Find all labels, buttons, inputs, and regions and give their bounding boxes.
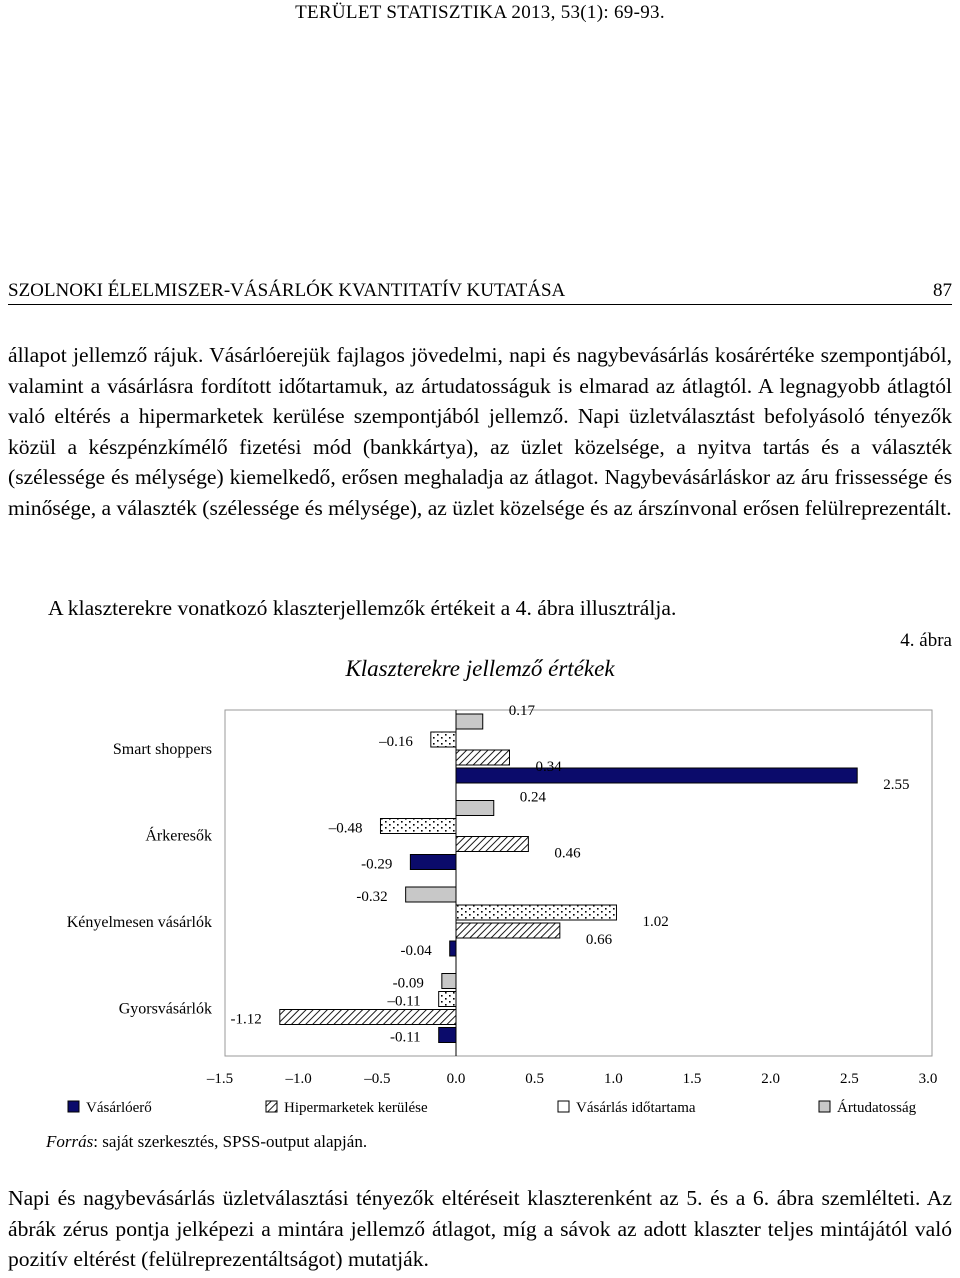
bar-vasarlas-idotartama-kenyelmesen-vasarlok xyxy=(456,905,616,920)
data-label-vasarloero-smart-shoppers: 2.55 xyxy=(883,777,910,793)
x-tick-label: –1.0 xyxy=(285,1071,312,1087)
x-tick-label: 0.5 xyxy=(525,1071,545,1087)
legend-label-hipermarketek-kerulese: Hipermarketek kerülése xyxy=(284,1100,428,1116)
body-paragraph-1: állapot jellemző rájuk. Vásárlóerejük fajlagos jövedelmi, napi és nagybevásárlás kosárértéke szempontjából, valamint a vásárlásra fordított időtartamuk, az ártudatosságuk is elmarad az átlagtól. A legnagyobb átlagtól való eltérés a hipermarketek kerülése szempontjából jellemző. Napi üzletválasztást befolyásoló tényezők közül a készpénzkímélő fizetési mód (bankkártya), az üzlet közelsége, a nyitva tartás és a választék (szélessége és mélysége) kiemelkedő, erősen meghaladja az átlagot. Nagybevásárláskor az áru frissessége és minősége, a választék (szélessége és mélysége), az üzlet közelsége és az árszínvonal erősen felülreprezentált. xyxy=(8,343,952,520)
legend-label-artudatossag: Ártudatosság xyxy=(837,1100,917,1116)
running-head xyxy=(8,280,952,305)
figure-title xyxy=(0,656,960,682)
data-label-artudatossag-gyorsvasarlok: -0.09 xyxy=(392,975,424,992)
x-tick-label: 2.0 xyxy=(761,1071,781,1087)
x-tick-label: –1.5 xyxy=(206,1071,234,1087)
bar-hipermarketek-kerulese-arkeresok xyxy=(456,837,528,852)
data-label-artudatossag-arkeresok: 0.24 xyxy=(519,789,547,806)
x-tick-label: 0.0 xyxy=(446,1071,466,1087)
bar-vasarloero-kenyelmesen-vasarlok xyxy=(450,941,456,956)
bar-hipermarketek-kerulese-gyorsvasarlok xyxy=(280,1010,456,1025)
legend-swatch-vasarloero xyxy=(68,1101,79,1112)
category-label-smart-shoppers: Smart shoppers xyxy=(112,741,212,758)
data-label-artudatossag-smart-shoppers: 0.17 xyxy=(508,703,535,719)
category-label-arkeresok: Árkeresők xyxy=(145,827,212,845)
page-number: 87 xyxy=(933,280,952,301)
plot-area-frame xyxy=(225,710,932,1056)
data-label-vasarlas-idotartama-kenyelmesen-vasarlok: 1.02 xyxy=(642,914,669,930)
bar-artudatossag-gyorsvasarlok xyxy=(442,974,456,989)
figure-source xyxy=(46,1132,367,1152)
data-label-vasarloero-kenyelmesen-vasarlok: -0.04 xyxy=(400,943,432,959)
x-tick-label: 2.5 xyxy=(839,1071,859,1087)
figure-title-text: Klaszterekre jellemző értékek xyxy=(345,656,615,681)
data-label-vasarlas-idotartama-arkeresok: –0.48 xyxy=(328,820,363,837)
data-label-hipermarketek-kerulese-smart-shoppers: 0.34 xyxy=(535,759,562,775)
bar-hipermarketek-kerulese-smart-shoppers xyxy=(456,750,509,765)
bar-hipermarketek-kerulese-kenyelmesen-vasarlok xyxy=(456,923,560,938)
bar-artudatossag-arkeresok xyxy=(456,801,494,816)
data-label-vasarloero-arkeresok: -0.29 xyxy=(361,856,393,873)
legend-swatch-vasarlas-idotartama xyxy=(558,1101,569,1112)
bar-vasarlas-idotartama-gyorsvasarlok xyxy=(439,992,456,1007)
bar-vasarlas-idotartama-smart-shoppers xyxy=(431,732,456,747)
data-label-vasarlas-idotartama-smart-shoppers: –0.16 xyxy=(379,734,413,750)
bar-artudatossag-kenyelmesen-vasarlok xyxy=(406,887,456,902)
bar-artudatossag-smart-shoppers xyxy=(456,714,483,729)
data-label-vasarloero-gyorsvasarlok: -0.11 xyxy=(389,1029,421,1046)
cluster-bar-chart xyxy=(0,700,960,1130)
legend-label-vasarloero: Vásárlóerő xyxy=(86,1100,152,1116)
x-tick-label: –0.5 xyxy=(364,1071,391,1087)
journal-citation: TERÜLET STATISZTIKA 2013, 53(1): 69-93. xyxy=(295,2,665,23)
figure-number: 4. ábra xyxy=(900,630,952,651)
x-tick-label: 3.0 xyxy=(918,1071,938,1087)
bar-vasarloero-smart-shoppers xyxy=(456,768,857,783)
legend-swatch-hipermarketek-kerulese xyxy=(266,1101,277,1112)
bar-vasarlas-idotartama-arkeresok xyxy=(380,819,456,834)
legend-label-vasarlas-idotartama: Vásárlás időtartama xyxy=(576,1100,696,1116)
data-label-hipermarketek-kerulese-kenyelmesen-vasarlok: 0.66 xyxy=(585,932,613,948)
data-label-artudatossag-kenyelmesen-vasarlok: -0.32 xyxy=(356,889,388,905)
legend-swatch-artudatossag xyxy=(819,1101,830,1112)
bar-vasarloero-arkeresok xyxy=(410,855,456,870)
data-label-hipermarketek-kerulese-gyorsvasarlok: -1.12 xyxy=(230,1011,262,1028)
body-paragraph-3: Napi és nagybevásárlás üzletválasztási tényezők eltéréseit klaszterenként az 5. és a 6. ábra szemlélteti. Az ábrák zérus pontja jelképezi a mintára jellemző átlagot, míg a sávok az adott klaszter teljes mintájától való pozitív eltérést (felülreprezentáltságot) mutatják. xyxy=(8,1186,952,1272)
source-text: : saját szerkesztés, SPSS-output alapján. xyxy=(93,1132,368,1151)
category-label-gyorsvasarlok: Gyorsvásárlók xyxy=(118,1000,212,1018)
x-tick-label: 1.0 xyxy=(603,1071,623,1087)
body-paragraph-2: A klaszterekre vonatkozó klaszterjellemzők értékeit a 4. ábra illusztrálja. xyxy=(48,596,677,620)
running-title: SZOLNOKI ÉLELMISZER-VÁSÁRLÓK KVANTITATÍV KUTATÁSA xyxy=(8,280,566,301)
bar-vasarloero-gyorsvasarlok xyxy=(439,1028,456,1043)
data-label-hipermarketek-kerulese-arkeresok: 0.46 xyxy=(554,845,581,862)
category-label-kenyelmesen-vasarlok: Kényelmesen vásárlók xyxy=(66,914,212,931)
source-prefix: Forrás xyxy=(46,1132,94,1151)
data-label-vasarlas-idotartama-gyorsvasarlok: –0.11 xyxy=(387,993,421,1010)
x-tick-label: 1.5 xyxy=(682,1071,702,1087)
